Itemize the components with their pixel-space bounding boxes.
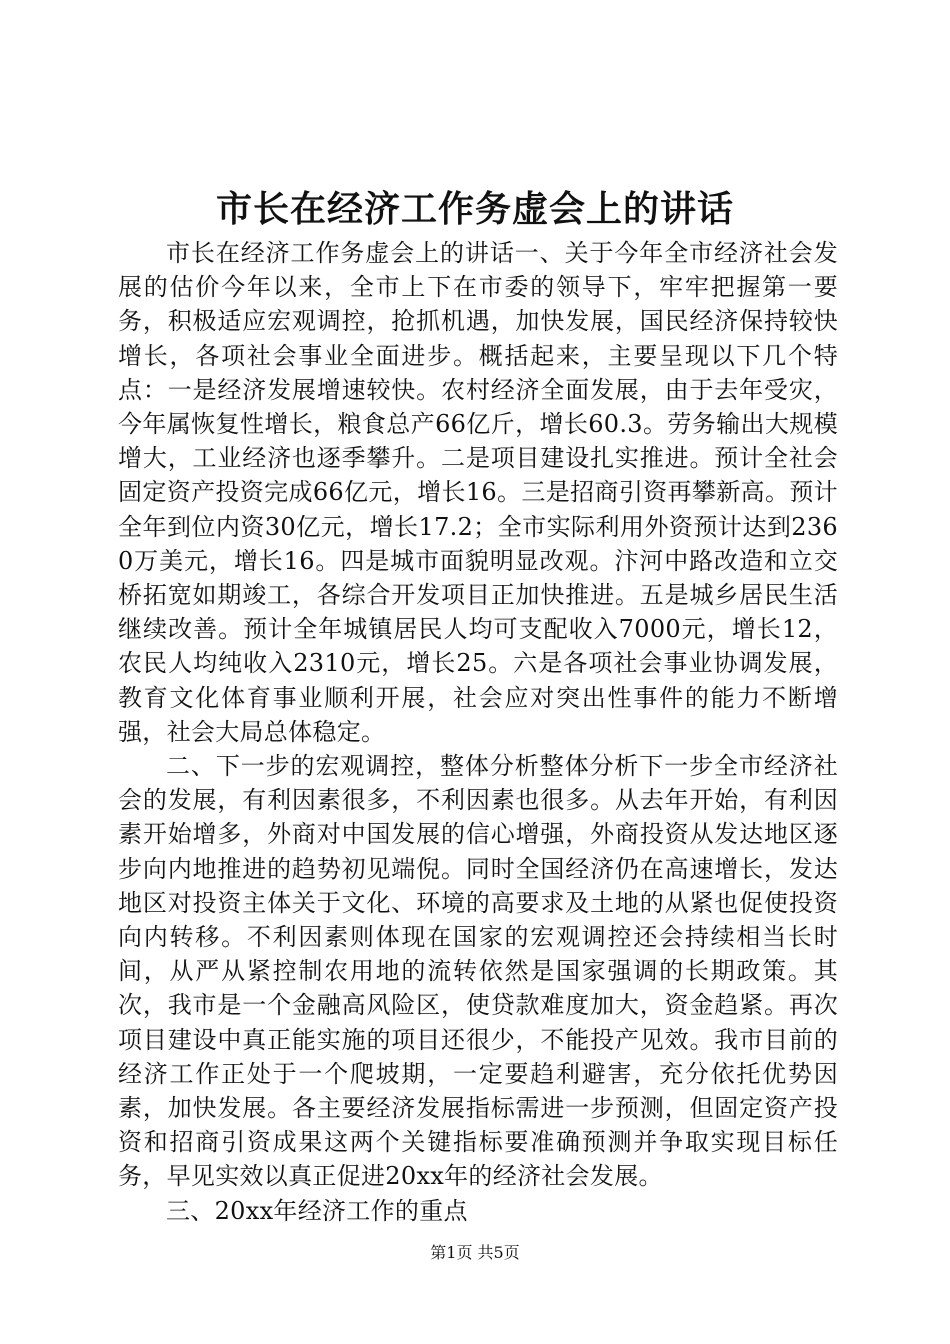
- document-body: [118, 236, 838, 1228]
- document-title: 市长在经济工作务虚会上的讲话: [215, 188, 734, 230]
- paragraph-1: 市长在经济工作务虚会上的讲话一、关于今年全市经济社会发展的估价今年以来，全市上下在市委的领导下，牢牢把握第一要务，积极适应宏观调控，抢抓机遇，加快发展，国民经济保持较快增长，各项社会事业全面进步。概括起来，主要呈现以下几个特点：一是经济发展增速较快。农村经济全面发展，由于去年受灾，今年属恢复性增长，粮食总产66亿斤，增长60.3。劳务输出大规模增大，工业经济也逐季攀升。二是项目建设扎实推进。预计全社会固定资产投资完成66亿元，增长16。三是招商引资再攀新高。预计全年到位内资30亿元，增长17.2；全市实际利用外资预计达到2360万美元，增长16。四是城市面貌明显改观。汴河中路改造和立交桥拓宽如期竣工，各综合开发项目正加快推进。五是城乡居民生活继续改善。预计全年城镇居民人均可支配收入7000元，增长12，农民人均纯收入2310元，增长25。六是各项社会事业协调发展，教育文化体育事业顺利开展，社会应对突出性事件的能力不断增强，社会大局总体稳定。: [118, 239, 838, 746]
- paragraph-3: 三、20xx年经济工作的重点: [166, 1196, 468, 1225]
- page-number: 第1页 共5页: [430, 1243, 520, 1262]
- paragraph-2: 二、下一步的宏观调控，整体分析整体分析下一步全市经济社会的发展，有利因素很多，不利因素也很多。从去年开始，有利因素开始增多，外商对中国发展的信心增强，外商投资从发达地区逐步向内地推进的趋势初见端倪。同时全国经济仍在高速增长，发达地区对投资主体关于文化、环境的高要求及土地的从紧也促使投资向内转移。不利因素则体现在国家的宏观调控还会持续相当长时间，从严从紧控制农用地的流转依然是国家强调的长期政策。其次，我市是一个金融高风险区，使贷款难度加大，资金趋紧。再次项目建设中真正能实施的项目还很少，不能投产见效。我市目前的经济工作正处于一个爬坡期，一定要趋利避害，充分依托优势因素，加快发展。各主要经济发展指标需进一步预测，但固定资产投资和招商引资成果这两个关键指标要准确预测并争取实现目标任务，早见实效以真正促进20xx年的经济社会发展。: [118, 752, 838, 1191]
- page-footer: [0, 1242, 950, 1264]
